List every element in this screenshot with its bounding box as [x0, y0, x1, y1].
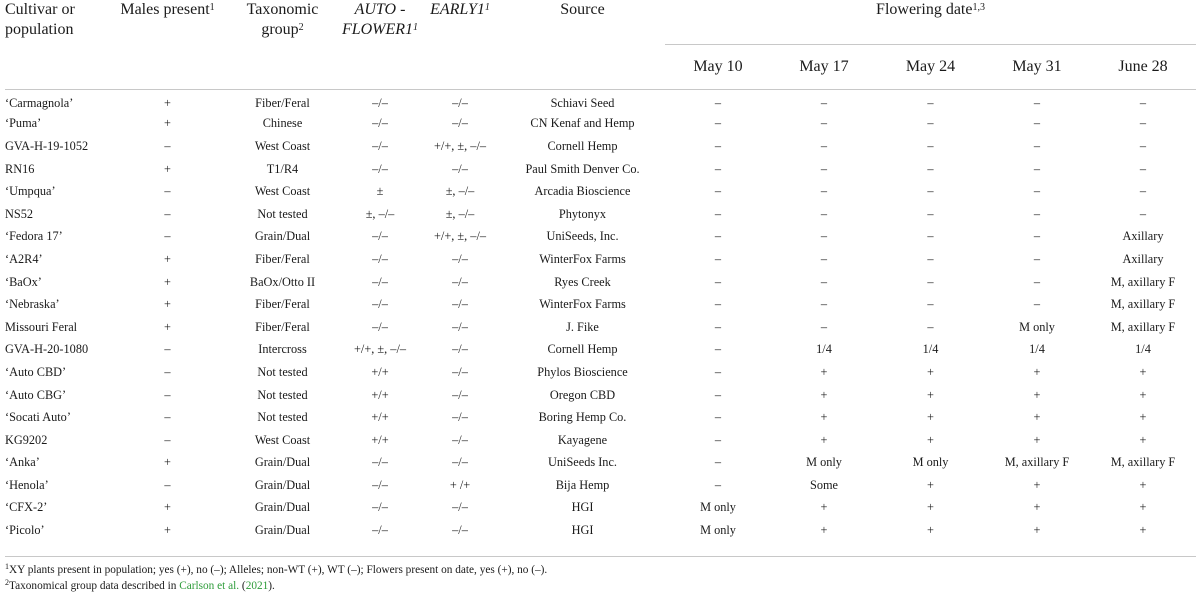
cell-males: + [164, 500, 171, 515]
cell-may17: – [820, 319, 828, 334]
cell-males: + [164, 161, 171, 176]
table-row [5, 361, 1196, 384]
cell-may10: – [714, 116, 722, 131]
cell-taxonomic-group: Not tested [257, 206, 308, 221]
cell-cultivar: ‘BaOx’ [5, 274, 42, 289]
cell-may10: – [714, 274, 722, 289]
cell-males: + [164, 319, 171, 334]
header-blank [5, 45, 110, 90]
table-row [5, 496, 1196, 519]
cell-autoflower: –/– [372, 96, 388, 111]
cell-may10: – [714, 184, 722, 199]
table-row [5, 474, 1196, 497]
cell-males: + [164, 96, 171, 111]
cell-may24: – [927, 116, 934, 131]
cell-cultivar: RN16 [5, 161, 35, 176]
header-date: May 17 [771, 45, 877, 90]
cell-early1: –/– [452, 319, 468, 334]
table-row [5, 112, 1196, 135]
cell-may17: Some [809, 477, 838, 492]
table-row [5, 451, 1196, 474]
table-row [5, 248, 1196, 271]
cell-june28: + [1139, 410, 1147, 425]
cell-may17: M only [806, 455, 842, 470]
cell-june28: + [1139, 387, 1147, 402]
cell-may17: + [820, 364, 828, 379]
cell-june28: + [1139, 364, 1147, 379]
header-date: May 24 [877, 45, 984, 90]
footnote-1: $^1$XY plants present in population; yes (+), no (–); Alleles; non-WT (+), WT (–); Flowers present on date, yes (+), no (–). [5, 562, 548, 576]
footnote-2: $^2$Taxonomical group data described in Carlson et al. (2021). [5, 578, 275, 592]
cell-males: + [164, 455, 171, 470]
cell-early1: –/– [452, 523, 468, 538]
cell-autoflower: –/– [372, 477, 388, 492]
cell-early1: –/– [452, 161, 468, 176]
cell-may31: – [1033, 184, 1041, 199]
cell-cultivar: ‘Fedora 17’ [5, 229, 63, 244]
cell-june28: Axillary [1122, 251, 1164, 266]
cell-may31: M only [1019, 319, 1055, 334]
cell-early1: ±, –/– [445, 206, 475, 221]
cell-may24: + [927, 523, 934, 538]
cell-may24: 1/4 [922, 342, 939, 357]
cell-may31: – [1033, 96, 1041, 111]
cell-may24: – [927, 96, 934, 111]
cell-early1: –/– [452, 116, 468, 131]
header-blank [110, 45, 225, 90]
cell-june28: M, axillary F [1110, 297, 1176, 312]
cell-june28: – [1139, 184, 1147, 199]
cell-taxonomic-group: Not tested [257, 364, 308, 379]
cell-taxonomic-group: Fiber/Feral [255, 251, 310, 266]
cell-males: – [164, 387, 171, 402]
cell-may10: – [714, 410, 722, 425]
cell-june28: – [1139, 138, 1147, 153]
cell-source: WinterFox Farms [539, 297, 626, 312]
cell-june28: 1/4 [1135, 342, 1151, 357]
cell-may24: – [927, 251, 934, 266]
cell-taxonomic-group: Grain/Dual [254, 500, 311, 515]
cell-source: Phylos Bioscience [537, 364, 628, 379]
cell-may31: – [1033, 116, 1041, 131]
cell-june28: M, axillary F [1110, 455, 1176, 470]
cell-may31: + [1033, 410, 1041, 425]
cell-taxonomic-group: West Coast [254, 432, 311, 447]
cell-taxonomic-group: Fiber/Feral [255, 297, 310, 312]
cell-may31: + [1033, 523, 1041, 538]
cell-cultivar: ‘Socati Auto’ [5, 410, 71, 425]
cell-early1: ±, –/– [445, 184, 475, 199]
header-males: Males present$^1$ [120, 1, 215, 18]
header-date: June 28 [1090, 45, 1196, 90]
cell-may17: – [820, 116, 828, 131]
table-row [5, 338, 1196, 361]
cell-cultivar: ‘Umpqua’ [5, 184, 56, 199]
cell-taxonomic-group: West Coast [254, 184, 311, 199]
cell-june28: M, axillary F [1110, 319, 1176, 334]
cell-males: – [164, 477, 171, 492]
header-early1: $EARLY1^1$ [430, 1, 490, 18]
cell-may10: – [714, 319, 722, 334]
cell-cultivar: ‘Picolo’ [5, 523, 45, 538]
cell-early1: –/– [452, 297, 468, 312]
cell-autoflower: –/– [372, 251, 388, 266]
cell-source: Ryes Creek [554, 274, 611, 289]
header-taxonomic-group: Taxonomic group$^2$ [246, 1, 319, 38]
cell-may24: + [927, 387, 934, 402]
header-blank [340, 45, 420, 90]
cell-cultivar: NS52 [5, 206, 34, 221]
table-body [5, 90, 1196, 542]
cell-males: – [164, 138, 171, 153]
cell-males: – [164, 364, 171, 379]
table-row [5, 428, 1196, 451]
cell-early1: –/– [452, 342, 468, 357]
cell-may31: – [1033, 251, 1041, 266]
cell-autoflower: –/– [372, 229, 388, 244]
cell-taxonomic-group: Fiber/Feral [255, 319, 310, 334]
cell-may17: + [820, 500, 828, 515]
cell-autoflower: +/+ [371, 432, 389, 447]
cell-autoflower: –/– [372, 274, 388, 289]
table-bottom-rule [5, 556, 1196, 557]
cell-cultivar: GVA-H-19-1052 [5, 138, 89, 153]
cell-june28: M, axillary F [1110, 274, 1176, 289]
cell-june28: Axillary [1122, 229, 1164, 244]
cell-cultivar: ‘Henola’ [5, 477, 49, 492]
cell-may17: + [820, 432, 828, 447]
table-row [5, 383, 1196, 406]
cell-autoflower: –/– [372, 116, 388, 131]
header-cultivar: Cultivar or population [5, 1, 75, 38]
cell-may10: – [714, 229, 722, 244]
cell-may24: – [927, 229, 934, 244]
flowering-table [5, 0, 1196, 541]
cell-males: – [164, 342, 171, 357]
cell-autoflower: –/– [372, 297, 388, 312]
cell-early1: –/– [452, 96, 468, 111]
cell-may17: – [820, 96, 828, 111]
cell-taxonomic-group: Grain/Dual [254, 229, 311, 244]
cell-cultivar: ‘Anka’ [5, 455, 40, 470]
cell-early1: –/– [452, 274, 468, 289]
cell-source: Arcadia Bioscience [534, 184, 631, 199]
table-row [5, 202, 1196, 225]
cell-may24: + [927, 500, 934, 515]
header-blank [420, 45, 500, 90]
cell-may10: – [714, 387, 722, 402]
cell-source: J. Fike [566, 319, 599, 334]
cell-may10: – [714, 161, 722, 176]
cell-early1: –/– [452, 410, 468, 425]
cell-source: Cornell Hemp [547, 342, 618, 357]
header-date: May 10 [665, 45, 771, 90]
cell-source: WinterFox Farms [539, 251, 626, 266]
cell-males: + [164, 116, 171, 131]
cell-june28: – [1139, 206, 1147, 221]
cell-may31: – [1033, 138, 1041, 153]
cell-source: Oregon CBD [549, 387, 616, 402]
cell-june28: + [1139, 477, 1147, 492]
cell-may31: – [1033, 274, 1041, 289]
cell-autoflower: +/+, ±, –/– [353, 342, 407, 357]
cell-may31: M, axillary F [1004, 455, 1070, 470]
cell-may17: – [820, 138, 828, 153]
cell-taxonomic-group: Fiber/Feral [255, 96, 310, 111]
cell-males: – [164, 206, 171, 221]
cell-early1: –/– [452, 364, 468, 379]
cell-early1: –/– [452, 500, 468, 515]
cell-autoflower: –/– [372, 523, 388, 538]
cell-cultivar: ‘A2R4’ [5, 251, 43, 266]
cell-june28: + [1139, 523, 1147, 538]
cell-taxonomic-group: Grain/Dual [254, 477, 311, 492]
cell-early1: + /+ [449, 477, 471, 492]
cell-autoflower: ±, –/– [365, 206, 395, 221]
cell-may24: – [927, 138, 934, 153]
cell-may31: – [1033, 161, 1041, 176]
cell-source: HGI [571, 523, 594, 538]
table-row [5, 293, 1196, 316]
cell-autoflower: +/+ [371, 410, 389, 425]
cell-cultivar: ‘CFX-2’ [5, 500, 48, 515]
cell-may17: + [820, 387, 828, 402]
table-row [5, 406, 1196, 429]
cell-june28: – [1139, 96, 1147, 111]
cell-autoflower: +/+ [371, 364, 389, 379]
cell-males: + [164, 523, 171, 538]
table-row [5, 519, 1196, 542]
cell-may24: – [927, 184, 934, 199]
cell-early1: –/– [452, 455, 468, 470]
table-row [5, 157, 1196, 180]
cell-may24: – [927, 319, 934, 334]
table-row [5, 270, 1196, 293]
cell-may17: – [820, 206, 828, 221]
citation-link[interactable]: Carlson et al. [179, 580, 240, 592]
cell-taxonomic-group: Not tested [257, 410, 308, 425]
cell-may24: – [927, 161, 934, 176]
cell-source: Bija Hemp [555, 477, 610, 492]
cell-may10: – [714, 477, 722, 492]
cell-may10: – [714, 342, 722, 357]
cell-early1: +/+, ±, –/– [433, 229, 487, 244]
cell-source: UniSeeds, Inc. [546, 229, 619, 244]
cell-early1: –/– [452, 251, 468, 266]
cell-may10: M only [700, 500, 736, 515]
cell-autoflower: ± [376, 184, 384, 199]
cell-males: – [164, 432, 171, 447]
cell-may24: M only [912, 455, 949, 470]
cell-may10: – [714, 251, 722, 266]
cell-may10: – [714, 297, 722, 312]
cell-taxonomic-group: West Coast [254, 138, 311, 153]
cell-males: – [164, 184, 171, 199]
cell-source: Boring Hemp Co. [538, 410, 627, 425]
cell-may17: – [820, 297, 828, 312]
header-blank [500, 45, 665, 90]
footnotes [5, 562, 1195, 594]
cell-may24: – [927, 274, 934, 289]
cell-may24: + [927, 432, 934, 447]
cell-cultivar: GVA-H-20-1080 [5, 342, 89, 357]
cell-taxonomic-group: Grain/Dual [254, 455, 311, 470]
cell-may31: – [1033, 297, 1041, 312]
cell-may10: – [714, 364, 722, 379]
cell-may31: + [1033, 500, 1041, 515]
cell-june28: + [1139, 500, 1147, 515]
table-row [5, 225, 1196, 248]
cell-may31: + [1033, 387, 1041, 402]
cell-may17: + [820, 410, 828, 425]
header-flowering-date: Flowering date$^{1,3}$ [876, 1, 985, 18]
cell-source: UniSeeds Inc. [548, 455, 617, 470]
cell-may17: – [820, 229, 828, 244]
cell-may31: 1/4 [1029, 342, 1045, 357]
cell-may31: + [1033, 477, 1041, 492]
cell-may24: + [927, 364, 934, 379]
header-date: May 31 [984, 45, 1090, 90]
cell-may10: M only [700, 523, 736, 538]
cell-may31: – [1033, 206, 1041, 221]
cell-cultivar: ‘Carmagnola’ [5, 96, 74, 111]
cell-males: – [164, 229, 171, 244]
cell-may24: – [927, 206, 934, 221]
cell-males: + [164, 251, 171, 266]
cell-may31: – [1033, 229, 1041, 244]
cell-source: Schiavi Seed [550, 96, 615, 111]
cell-taxonomic-group: T1/R4 [266, 161, 299, 176]
cell-may10: – [714, 96, 722, 111]
header-autoflower: AUTO $-FLOWER1^1$ [341, 1, 419, 38]
cell-autoflower: +/+ [371, 387, 389, 402]
cell-may17: 1/4 [816, 342, 832, 357]
cell-autoflower: –/– [372, 455, 388, 470]
cell-may24: – [927, 297, 934, 312]
cell-taxonomic-group: BaOx/Otto II [249, 274, 316, 289]
cell-may17: + [820, 523, 828, 538]
cell-taxonomic-group: Chinese [262, 116, 303, 131]
table-row [5, 180, 1196, 203]
table-row [5, 315, 1196, 338]
cell-may17: – [820, 251, 828, 266]
cell-males: – [164, 410, 171, 425]
cell-males: + [164, 274, 171, 289]
cell-taxonomic-group: Intercross [258, 342, 307, 357]
cell-source: HGI [571, 500, 594, 515]
cell-autoflower: –/– [372, 500, 388, 515]
cell-taxonomic-group: Grain/Dual [254, 523, 311, 538]
cell-cultivar: ‘Nebraska’ [5, 297, 60, 312]
cell-autoflower: –/– [372, 138, 388, 153]
cell-autoflower: –/– [372, 319, 388, 334]
cell-june28: + [1139, 432, 1147, 447]
cell-cultivar: KG9202 [5, 432, 48, 447]
citation-year-link[interactable]: 2021 [245, 580, 269, 592]
cell-cultivar: Missouri Feral [5, 319, 78, 334]
cell-may17: – [820, 274, 828, 289]
cell-early1: –/– [452, 387, 468, 402]
cell-may10: – [714, 206, 722, 221]
cell-source: Kayagene [557, 432, 608, 447]
cell-may24: + [927, 477, 934, 492]
cell-cultivar: ‘Auto CBD’ [5, 364, 67, 379]
cell-june28: – [1139, 161, 1147, 176]
cell-may31: + [1033, 364, 1041, 379]
cell-may17: – [820, 184, 828, 199]
cell-source: Phytonyx [558, 206, 607, 221]
cell-males: + [164, 297, 171, 312]
cell-may10: – [714, 138, 722, 153]
header-source: Source [560, 1, 605, 18]
cell-cultivar: ‘Puma’ [5, 116, 42, 131]
header-blank [225, 45, 340, 90]
cell-early1: +/+, ±, –/– [433, 138, 487, 153]
cell-source: CN Kenaf and Hemp [530, 116, 635, 131]
cell-may31: + [1033, 432, 1041, 447]
cell-may17: – [820, 161, 828, 176]
cell-may10: – [714, 432, 722, 447]
table-row [5, 135, 1196, 158]
table-row [5, 90, 1196, 113]
cell-source: Cornell Hemp [547, 138, 618, 153]
cell-early1: –/– [452, 432, 468, 447]
cell-autoflower: –/– [372, 161, 388, 176]
cell-cultivar: ‘Auto CBG’ [5, 387, 67, 402]
cell-taxonomic-group: Not tested [257, 387, 308, 402]
cell-may10: – [714, 455, 722, 470]
cell-may24: + [927, 410, 934, 425]
cell-june28: – [1139, 116, 1147, 131]
cell-source: Paul Smith Denver Co. [525, 161, 640, 176]
